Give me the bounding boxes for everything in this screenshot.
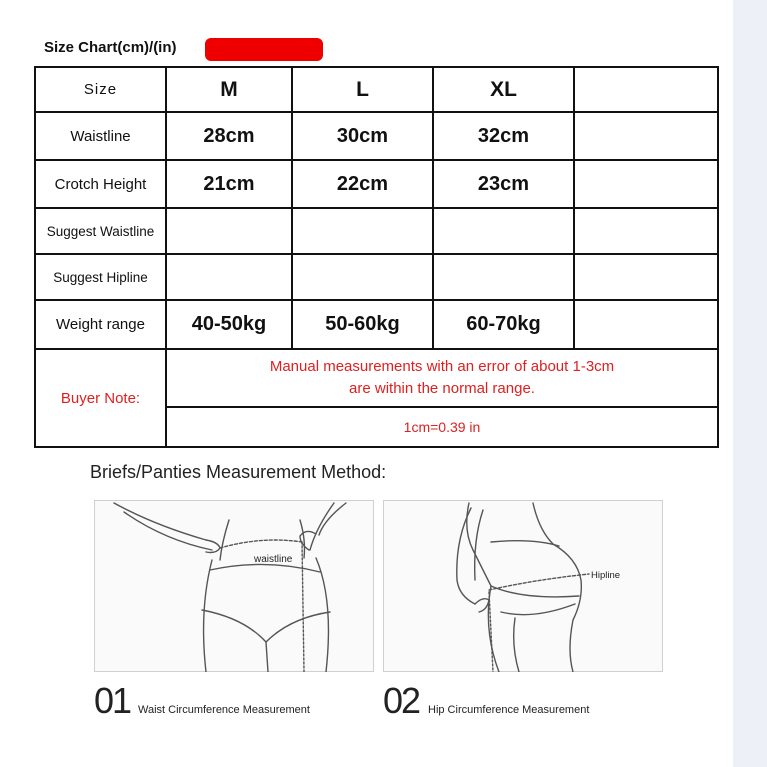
table-cell: 21cm (166, 160, 292, 208)
table-row (35, 112, 718, 160)
unit-conversion: 1cm=0.39 in (166, 407, 718, 447)
table-cell (574, 208, 718, 254)
hipline-label: Hipline (591, 570, 621, 581)
waist-measurement-illustration (94, 500, 374, 672)
size-chart-title: Size Chart(cm)/(in) (44, 39, 177, 56)
table-cell: 28cm (166, 112, 292, 160)
table-header-row (35, 67, 718, 112)
table-row (35, 254, 718, 300)
size-chart-table (34, 66, 719, 448)
buyer-note-label: Buyer Note: (35, 349, 166, 447)
table-cell (574, 160, 718, 208)
header-cell-m: M (166, 67, 292, 112)
table-cell: 32cm (433, 112, 574, 160)
header-cell-l: L (292, 67, 433, 112)
hip-measurement-illustration (383, 500, 663, 672)
buyer-note-text: Manual measurements with an error of about 1-3cm are within the normal range. (166, 349, 718, 407)
table-row (35, 208, 718, 254)
header-cell-size: Size (35, 67, 166, 112)
row-label-suggest-waistline: Suggest Waistline (35, 208, 166, 254)
redaction-block (205, 38, 323, 61)
step-caption-hip: Hip Circumference Measurement (428, 704, 590, 716)
buyer-note-row (35, 349, 718, 407)
step-number-02: 02 (383, 680, 420, 721)
table-cell (433, 254, 574, 300)
table-cell: 50-60kg (292, 300, 433, 349)
row-label-crotch-height: Crotch Height (35, 160, 166, 208)
table-cell (574, 300, 718, 349)
table-cell (166, 254, 292, 300)
step-number-01: 01 (94, 680, 131, 721)
waistline-label: waistline (254, 554, 293, 565)
table-row (35, 160, 718, 208)
row-label-weight-range: Weight range (35, 300, 166, 349)
row-label-suggest-hipline: Suggest Hipline (35, 254, 166, 300)
table-cell (574, 254, 718, 300)
table-cell: 60-70kg (433, 300, 574, 349)
header-cell-xl: XL (433, 67, 574, 112)
table-row (35, 300, 718, 349)
header-cell-empty (574, 67, 718, 112)
table-cell (292, 254, 433, 300)
table-cell (292, 208, 433, 254)
table-cell: 22cm (292, 160, 433, 208)
measurement-method-title: Briefs/Panties Measurement Method: (90, 462, 387, 482)
table-cell: 40-50kg (166, 300, 292, 349)
table-cell (574, 112, 718, 160)
table-cell: 23cm (433, 160, 574, 208)
row-label-waistline: Waistline (35, 112, 166, 160)
table-cell: 30cm (292, 112, 433, 160)
side-panel (733, 0, 767, 767)
table-cell (166, 208, 292, 254)
table-cell (433, 208, 574, 254)
step-caption-waist: Waist Circumference Measurement (138, 704, 310, 716)
